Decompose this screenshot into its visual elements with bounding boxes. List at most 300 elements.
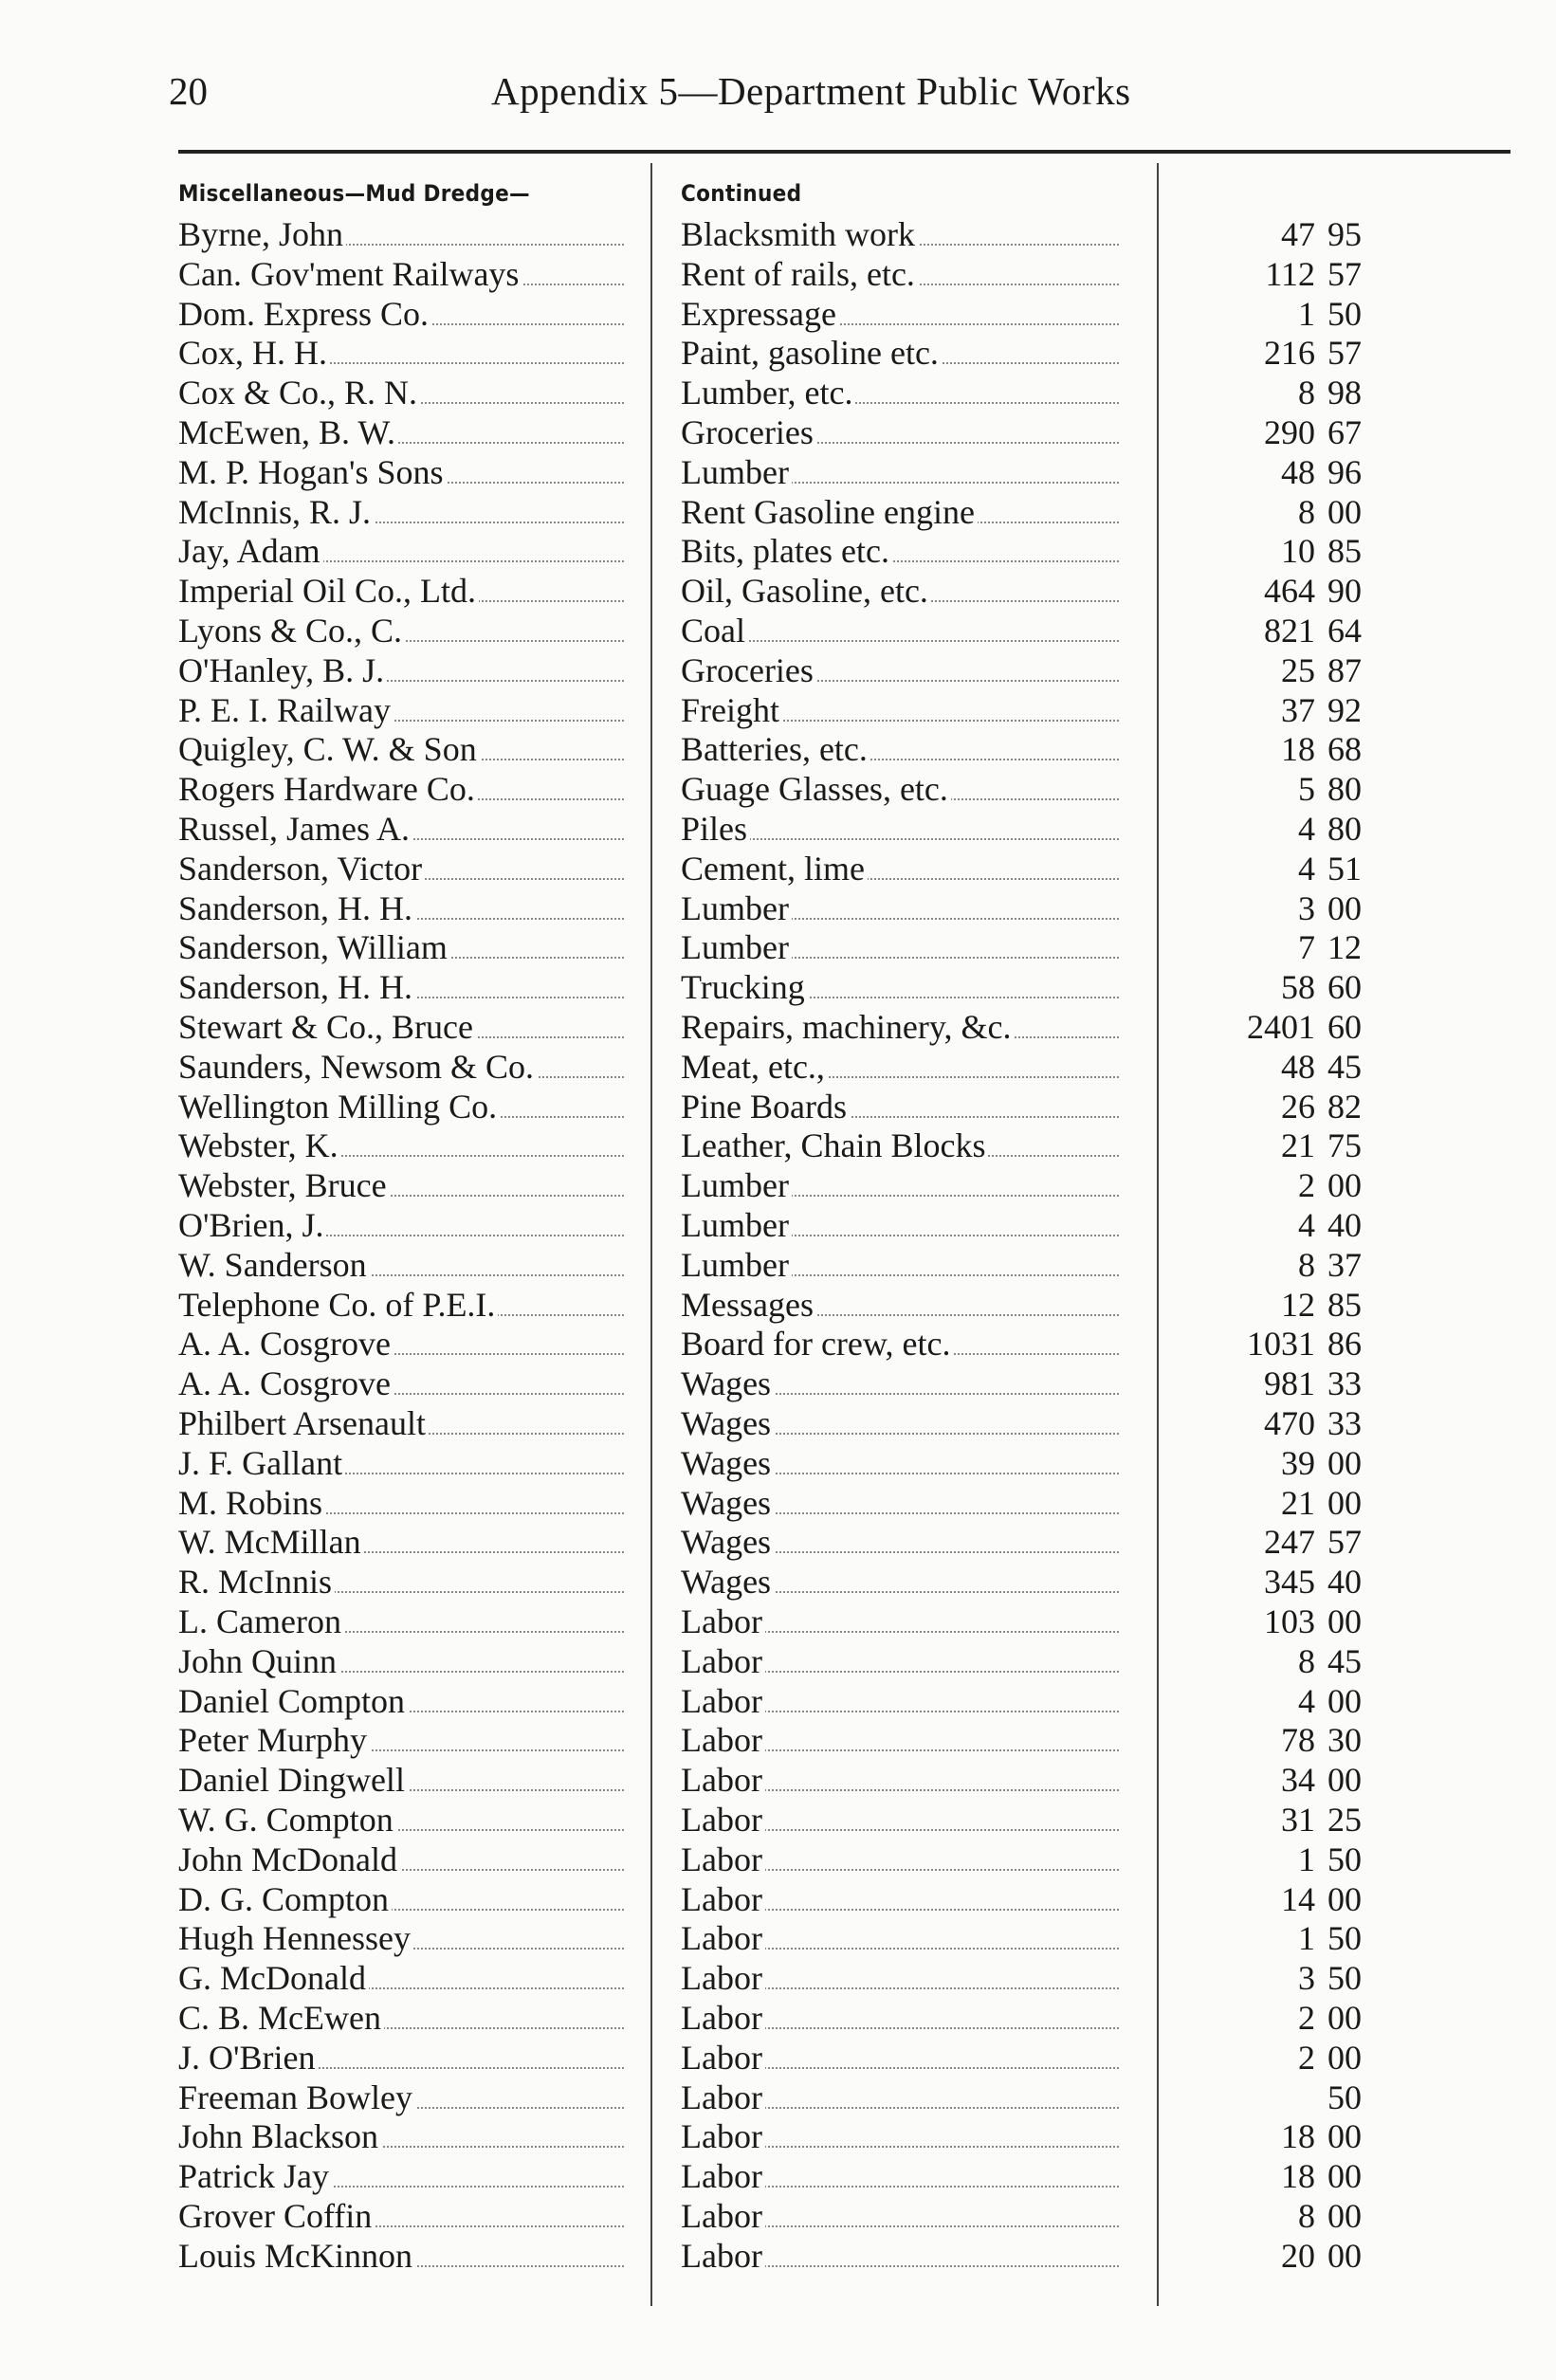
amount-cents: 50	[1327, 1919, 1362, 1958]
table-row	[0, 927, 1556, 967]
amount-cents: 67	[1327, 413, 1362, 451]
payee-name: John Quinn	[178, 1642, 339, 1680]
payee-name: A. A. Cosgrove	[178, 1325, 394, 1363]
item-description: Lumber	[681, 453, 792, 491]
item-description: Repairs, machinery, &c.	[681, 1008, 1015, 1046]
payee-cell	[178, 1443, 624, 1483]
amount-dollars: 216	[1264, 334, 1315, 373]
table-row	[0, 294, 1556, 334]
table-row	[0, 729, 1556, 769]
payee-cell	[178, 1602, 624, 1641]
item-description: Labor	[681, 1801, 765, 1839]
payee-name: O'Hanley, B. J.	[178, 651, 387, 689]
payee-cell	[178, 1403, 624, 1443]
item-description: Labor	[681, 1959, 765, 1997]
item-cell	[681, 1602, 1119, 1641]
amount-dollars: 7	[1298, 928, 1315, 967]
item-description: Wages	[681, 1364, 774, 1402]
table-row	[0, 1681, 1556, 1721]
amount-cents: 00	[1327, 2117, 1362, 2156]
payee-cell	[178, 2156, 624, 2196]
amount-cents: 90	[1327, 572, 1362, 611]
amount-cents: 96	[1327, 452, 1362, 491]
item-cell	[681, 531, 1119, 571]
amount-cents: 00	[1327, 1761, 1362, 1800]
payee-name: Stewart & Co., Bruce	[178, 1008, 476, 1046]
item-cell	[681, 927, 1119, 967]
item-description: Wages	[681, 1404, 774, 1442]
table-row	[0, 1760, 1556, 1800]
item-cell	[681, 254, 1119, 294]
page-number: 20	[169, 69, 208, 113]
payee-name: Wellington Milling Co.	[178, 1088, 500, 1126]
item-description: Lumber	[681, 889, 792, 927]
amount-dollars: 21	[1281, 1126, 1315, 1165]
amount-cents: 12	[1327, 928, 1362, 967]
payee-name: Byrne, John	[178, 215, 346, 253]
item-cell	[681, 1007, 1119, 1047]
amount-cents: 00	[1327, 1166, 1362, 1205]
item-description: Labor	[681, 2157, 765, 2195]
amount-dollars: 8	[1298, 1641, 1315, 1680]
table-row	[0, 1562, 1556, 1602]
payee-name: Patrick Jay	[178, 2157, 332, 2195]
item-cell	[681, 1998, 1119, 2038]
item-cell	[681, 1958, 1119, 1998]
payee-name: M. Robins	[178, 1484, 325, 1522]
item-description: Freight	[681, 691, 782, 729]
amount-dollars: 48	[1281, 452, 1315, 491]
table-row	[0, 809, 1556, 849]
table-row	[0, 1958, 1556, 1998]
payee-name: Jay, Adam	[178, 532, 323, 570]
header-rule	[178, 150, 1510, 154]
payee-cell	[178, 452, 624, 492]
item-description: Wages	[681, 1563, 774, 1601]
item-cell	[681, 1403, 1119, 1443]
amount-cents: 50	[1327, 1840, 1362, 1878]
payee-cell	[178, 1126, 624, 1165]
item-description: Pine Boards	[681, 1088, 850, 1126]
payee-name: John Blackson	[178, 2117, 381, 2155]
amount-cents: 82	[1327, 1087, 1362, 1126]
payee-cell	[178, 373, 624, 412]
amount-dollars: 247	[1264, 1523, 1315, 1562]
amount-dollars: 470	[1264, 1404, 1315, 1442]
amount-cents: 60	[1327, 1008, 1362, 1046]
amount-cents: 40	[1327, 1206, 1362, 1244]
amount-cents: 80	[1327, 810, 1362, 848]
amount-cents: 00	[1327, 492, 1362, 531]
payee-cell	[178, 1483, 624, 1523]
item-cell	[681, 333, 1119, 373]
item-cell	[681, 769, 1119, 809]
item-description: Labor	[681, 1761, 765, 1799]
table-row	[0, 1522, 1556, 1562]
amount-dollars: 981	[1264, 1364, 1315, 1403]
payee-cell	[178, 729, 624, 769]
amount-cents: 00	[1327, 2038, 1362, 2077]
payee-cell	[178, 1641, 624, 1681]
item-cell	[681, 2156, 1119, 2196]
payee-name: P. E. I. Railway	[178, 691, 394, 729]
amount-dollars: 18	[1281, 730, 1315, 769]
amount-dollars: 20	[1281, 2236, 1315, 2275]
amount-cents: 00	[1327, 1443, 1362, 1482]
amount-cents: 00	[1327, 1681, 1362, 1720]
amount-cents: 33	[1327, 1404, 1362, 1442]
item-description: Rent Gasoline engine	[681, 493, 978, 531]
item-description: Lumber	[681, 1206, 792, 1244]
amount-cents: 80	[1327, 770, 1362, 809]
amount-dollars: 2401	[1247, 1008, 1315, 1046]
payee-cell	[178, 2078, 624, 2117]
payee-cell	[178, 1840, 624, 1879]
payee-cell	[178, 1007, 624, 1047]
table-row	[0, 1720, 1556, 1760]
item-description: Labor	[681, 1682, 765, 1720]
payee-name: Philbert Arsenault	[178, 1404, 429, 1442]
payee-cell	[178, 1918, 624, 1958]
item-cell	[681, 1562, 1119, 1602]
item-cell	[681, 452, 1119, 492]
payee-name: Sanderson, H. H.	[178, 889, 415, 927]
amount-dollars: 26	[1281, 1087, 1315, 1126]
item-description: Messages	[681, 1286, 816, 1324]
item-description: Leather, Chain Blocks	[681, 1126, 988, 1164]
amount-dollars: 1031	[1247, 1325, 1315, 1364]
payee-name: McEwen, B. W.	[178, 413, 398, 451]
payee-cell	[178, 571, 624, 611]
amount-dollars: 37	[1281, 690, 1315, 729]
amount-dollars: 21	[1281, 1483, 1315, 1522]
item-cell	[681, 690, 1119, 730]
page-header	[0, 59, 1556, 125]
payee-name: Can. Gov'ment Railways	[178, 255, 522, 293]
item-description: Labor	[681, 1999, 765, 2037]
payee-name: W. Sanderson	[178, 1246, 370, 1284]
amount-cents: 45	[1327, 1047, 1362, 1086]
table-row	[0, 1205, 1556, 1245]
table-row	[0, 254, 1556, 294]
payee-cell	[178, 2196, 624, 2236]
item-cell	[681, 650, 1119, 690]
item-description: Batteries, etc.	[681, 730, 870, 768]
item-description: Oil, Gasoline, etc.	[681, 572, 931, 610]
table-row	[0, 1443, 1556, 1483]
payee-name: D. G. Compton	[178, 1880, 392, 1918]
item-description: Labor	[681, 1880, 765, 1918]
payee-name: W. G. Compton	[178, 1801, 396, 1839]
amount-dollars: 4	[1298, 810, 1315, 848]
payee-name: Telephone Co. of P.E.I.	[178, 1286, 498, 1324]
item-description: Labor	[681, 2197, 765, 2235]
table-row	[0, 888, 1556, 928]
payee-cell	[178, 412, 624, 452]
payee-cell	[178, 214, 624, 254]
payee-cell	[178, 849, 624, 888]
payee-name: G. McDonald	[178, 1959, 369, 1997]
item-cell	[681, 967, 1119, 1007]
payee-name: Imperial Oil Co., Ltd.	[178, 572, 479, 610]
payee-cell	[178, 809, 624, 849]
continued-heading: Continued	[681, 180, 802, 207]
amount-dollars: 4	[1298, 1681, 1315, 1720]
payee-name: Webster, K.	[178, 1126, 341, 1164]
table-row	[0, 1800, 1556, 1840]
item-description: Wages	[681, 1523, 774, 1561]
item-description: Expressage	[681, 295, 839, 333]
amount-dollars: 2	[1298, 1166, 1315, 1205]
amount-dollars: 31	[1281, 1801, 1315, 1839]
amount-cents: 00	[1327, 2197, 1362, 2235]
payee-cell	[178, 333, 624, 373]
payee-name: Quigley, C. W. & Son	[178, 730, 480, 768]
item-description: Cement, lime	[681, 850, 868, 888]
table-row	[0, 1324, 1556, 1364]
item-description: Guage Glasses, etc.	[681, 770, 951, 808]
item-cell	[681, 2078, 1119, 2117]
item-description: Lumber	[681, 1246, 792, 1284]
amount-dollars: 34	[1281, 1761, 1315, 1800]
amount-dollars: 12	[1281, 1285, 1315, 1324]
amount-dollars: 78	[1281, 1721, 1315, 1760]
item-description: Labor	[681, 1642, 765, 1680]
amount-cents: 00	[1327, 2236, 1362, 2275]
payee-name: Sanderson, H. H.	[178, 968, 415, 1006]
table-row	[0, 2078, 1556, 2117]
table-row	[0, 1918, 1556, 1958]
payee-name: Cox & Co., R. N.	[178, 374, 420, 412]
amount-cents: 25	[1327, 1801, 1362, 1839]
item-cell	[681, 729, 1119, 769]
payee-name: Rogers Hardware Co.	[178, 770, 478, 808]
table-row	[0, 650, 1556, 690]
payee-name: Sanderson, William	[178, 928, 450, 966]
item-cell	[681, 294, 1119, 334]
payee-cell	[178, 1047, 624, 1087]
amount-dollars: 47	[1281, 215, 1315, 253]
page-title: Appendix 5—Department Public Works	[491, 69, 1131, 113]
item-cell	[681, 2236, 1119, 2276]
table-row	[0, 2116, 1556, 2156]
payee-cell	[178, 1879, 624, 1919]
payee-cell	[178, 1760, 624, 1800]
payee-cell	[178, 1562, 624, 1602]
payee-cell	[178, 888, 624, 928]
item-description: Labor	[681, 2117, 765, 2155]
table-row	[0, 1087, 1556, 1126]
table-row	[0, 967, 1556, 1007]
item-cell	[681, 1364, 1119, 1403]
item-description: Wages	[681, 1444, 774, 1482]
item-cell	[681, 412, 1119, 452]
table-row	[0, 1641, 1556, 1681]
item-description: Labor	[681, 1919, 765, 1957]
payee-cell	[178, 1087, 624, 1126]
item-description: Lumber	[681, 928, 792, 966]
amount-cents: 85	[1327, 1285, 1362, 1324]
amount-dollars: 5	[1298, 770, 1315, 809]
amount-dollars: 39	[1281, 1443, 1315, 1482]
amount-dollars: 48	[1281, 1047, 1315, 1086]
amount-cents: 92	[1327, 690, 1362, 729]
item-description: Trucking	[681, 968, 808, 1006]
item-cell	[681, 849, 1119, 888]
item-cell	[681, 1840, 1119, 1879]
payee-cell	[178, 1245, 624, 1285]
payee-name: L. Cameron	[178, 1602, 344, 1640]
payee-cell	[178, 2038, 624, 2078]
amount-dollars: 18	[1281, 2157, 1315, 2196]
item-cell	[681, 1047, 1119, 1087]
payee-cell	[178, 611, 624, 650]
amount-cents: 95	[1327, 215, 1362, 253]
table-row	[0, 611, 1556, 650]
item-cell	[681, 1918, 1119, 1958]
payee-name: Grover Coffin	[178, 2197, 375, 2235]
table-row	[0, 1007, 1556, 1047]
amount-cents: 60	[1327, 968, 1362, 1007]
table-row	[0, 2156, 1556, 2196]
table-row	[0, 1840, 1556, 1879]
amount-dollars: 290	[1264, 413, 1315, 451]
amount-cents: 00	[1327, 1602, 1362, 1640]
table-row	[0, 2038, 1556, 2078]
amount-cents: 00	[1327, 1999, 1362, 2037]
table-row	[0, 1998, 1556, 2038]
amount-cents: 57	[1327, 254, 1362, 293]
table-row	[0, 1285, 1556, 1325]
payee-cell	[178, 1800, 624, 1840]
item-cell	[681, 1324, 1119, 1364]
payee-cell	[178, 531, 624, 571]
table-row	[0, 1245, 1556, 1285]
item-cell	[681, 1483, 1119, 1523]
amount-dollars: 10	[1281, 532, 1315, 571]
table-row	[0, 1879, 1556, 1919]
amount-dollars: 3	[1298, 888, 1315, 927]
amount-cents: 57	[1327, 334, 1362, 373]
payee-name: Cox, H. H.	[178, 334, 330, 372]
amount-dollars: 464	[1264, 572, 1315, 611]
item-description: Piles	[681, 810, 750, 848]
payee-cell	[178, 769, 624, 809]
amount-cents: 85	[1327, 532, 1362, 571]
amount-dollars: 4	[1298, 849, 1315, 888]
table-row	[0, 769, 1556, 809]
payee-cell	[178, 1324, 624, 1364]
item-cell	[681, 2038, 1119, 2078]
table-row	[0, 690, 1556, 730]
amount-cents: 37	[1327, 1245, 1362, 1284]
item-cell	[681, 809, 1119, 849]
amount-cents: 57	[1327, 1523, 1362, 1562]
table-row	[0, 214, 1556, 254]
item-description: Labor	[681, 2078, 765, 2116]
table-row	[0, 1126, 1556, 1165]
amount-cents: 98	[1327, 374, 1362, 412]
payee-name: A. A. Cosgrove	[178, 1364, 394, 1402]
amount-cents: 51	[1327, 849, 1362, 888]
payee-cell	[178, 1720, 624, 1760]
item-description: Labor	[681, 2039, 765, 2077]
table-row	[0, 1364, 1556, 1403]
amount-dollars: 4	[1298, 1206, 1315, 1244]
table-row	[0, 1165, 1556, 1205]
payee-name: W. McMillan	[178, 1523, 364, 1561]
amount-cents: 86	[1327, 1325, 1362, 1364]
payee-cell	[178, 254, 624, 294]
table-row	[0, 452, 1556, 492]
item-description: Paint, gasoline etc.	[681, 334, 942, 372]
payee-name: J. F. Gallant	[178, 1444, 345, 1482]
amount-dollars: 821	[1264, 612, 1315, 650]
amount-dollars: 1	[1298, 1840, 1315, 1878]
payee-name: Freeman Bowley	[178, 2078, 415, 2116]
amount-dollars: 3	[1298, 1959, 1315, 1998]
payee-cell	[178, 967, 624, 1007]
amount-dollars: 345	[1264, 1563, 1315, 1602]
amount-dollars: 103	[1264, 1602, 1315, 1640]
payee-name: J. O'Brien	[178, 2039, 318, 2077]
payee-cell	[178, 1998, 624, 2038]
item-description: Lumber	[681, 1166, 792, 1204]
amount-dollars: 2	[1298, 1999, 1315, 2037]
item-description: Board for crew, etc.	[681, 1325, 954, 1363]
item-cell	[681, 1800, 1119, 1840]
table-row	[0, 333, 1556, 373]
amount-dollars: 1	[1298, 1919, 1315, 1958]
payee-cell	[178, 1522, 624, 1562]
table-row	[0, 2196, 1556, 2236]
payee-cell	[178, 927, 624, 967]
amount-cents: 64	[1327, 612, 1362, 650]
amount-cents: 68	[1327, 730, 1362, 769]
payee-cell	[178, 1681, 624, 1721]
amount-dollars: 112	[1265, 254, 1315, 293]
item-cell	[681, 1720, 1119, 1760]
payee-cell	[178, 2116, 624, 2156]
payee-name: Saunders, Newsom & Co.	[178, 1048, 537, 1086]
item-description: Lumber, etc.	[681, 374, 855, 412]
payee-cell	[178, 2236, 624, 2276]
amount-dollars: 1	[1298, 294, 1315, 333]
amount-dollars: 58	[1281, 968, 1315, 1007]
amount-cents: 30	[1327, 1721, 1362, 1760]
amount-dollars: 25	[1281, 650, 1315, 689]
item-cell	[681, 611, 1119, 650]
item-cell	[681, 1443, 1119, 1483]
payee-name: O'Brien, J.	[178, 1206, 326, 1244]
payee-name: Daniel Dingwell	[178, 1761, 408, 1799]
amount-dollars: 8	[1298, 492, 1315, 531]
item-cell	[681, 2196, 1119, 2236]
item-description: Groceries	[681, 413, 816, 451]
item-cell	[681, 1205, 1119, 1245]
amount-cents: 33	[1327, 1364, 1362, 1403]
item-description: Labor	[681, 1721, 765, 1759]
item-description: Bits, plates etc.	[681, 532, 892, 570]
item-cell	[681, 1285, 1119, 1325]
payee-name: M. P. Hogan's Sons	[178, 453, 447, 491]
table-row	[0, 1047, 1556, 1087]
item-description: Blacksmith work	[681, 215, 918, 253]
payee-name: John McDonald	[178, 1840, 400, 1878]
item-cell	[681, 888, 1119, 928]
payee-name: C. B. McEwen	[178, 1999, 384, 2037]
item-description: Wages	[681, 1484, 774, 1522]
